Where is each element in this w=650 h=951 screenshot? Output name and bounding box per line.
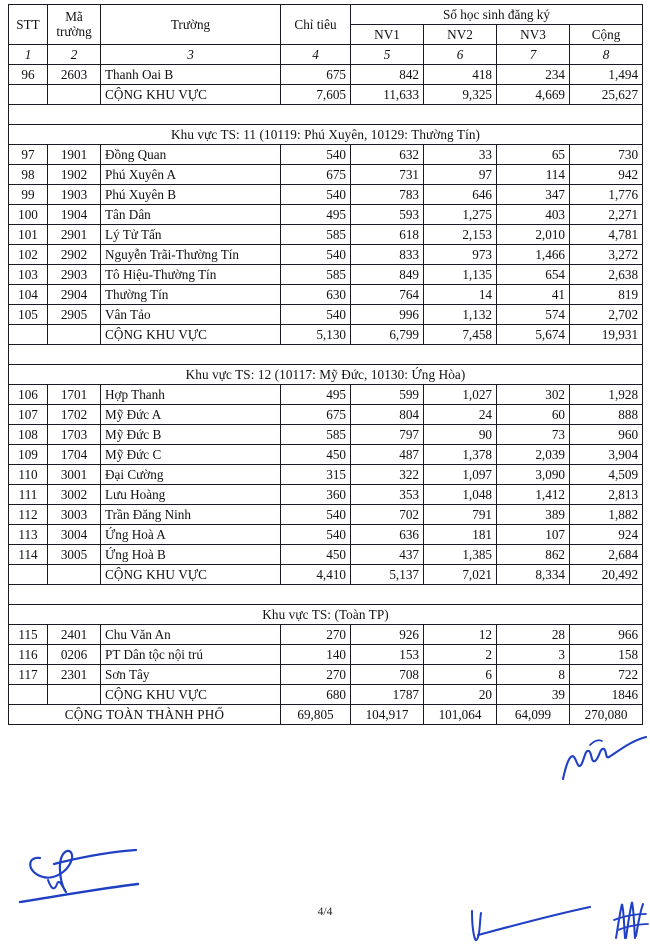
grand-total-chi-tieu: 69,805 bbox=[281, 705, 351, 725]
cell-ma-truong: 2902 bbox=[48, 245, 101, 265]
cell-nv2: 9,325 bbox=[424, 85, 497, 105]
cell-stt: 117 bbox=[9, 665, 48, 685]
cell-nv3: 389 bbox=[497, 505, 570, 525]
section-spacer-cell bbox=[9, 585, 643, 605]
cell-stt bbox=[9, 85, 48, 105]
table-row bbox=[9, 305, 643, 325]
cell-nv3: 302 bbox=[497, 385, 570, 405]
cell-truong: Trần Đăng Ninh bbox=[101, 505, 281, 525]
cell-stt: 97 bbox=[9, 145, 48, 165]
cell-stt: 107 bbox=[9, 405, 48, 425]
cell-cong: 158 bbox=[570, 645, 643, 665]
grand-total-label: CỘNG TOÀN THÀNH PHỐ bbox=[9, 705, 281, 725]
grand-total-nv2: 101,064 bbox=[424, 705, 497, 725]
section-band-row bbox=[9, 365, 643, 385]
cell-nv2: 1,378 bbox=[424, 445, 497, 465]
cell-nv1: 632 bbox=[351, 145, 424, 165]
cell-truong: Ứng Hoà B bbox=[101, 545, 281, 565]
cell-nv1: 731 bbox=[351, 165, 424, 185]
cell-truong: Lưu Hoàng bbox=[101, 485, 281, 505]
signature-top-right bbox=[560, 735, 648, 783]
cell-chi-tieu: 7,605 bbox=[281, 85, 351, 105]
table-row bbox=[9, 545, 643, 565]
colnum-6: 6 bbox=[424, 45, 497, 65]
cell-stt: 114 bbox=[9, 545, 48, 565]
cell-stt bbox=[9, 325, 48, 345]
cell-nv1: 593 bbox=[351, 205, 424, 225]
cell-cong: 888 bbox=[570, 405, 643, 425]
cell-ma-truong: 3005 bbox=[48, 545, 101, 565]
cell-cong: 730 bbox=[570, 145, 643, 165]
cell-ma-truong: 2901 bbox=[48, 225, 101, 245]
section-band-row bbox=[9, 605, 643, 625]
cell-chi-tieu: 585 bbox=[281, 265, 351, 285]
table-row bbox=[9, 65, 643, 85]
section-band-row bbox=[9, 125, 643, 145]
cell-nv1: 599 bbox=[351, 385, 424, 405]
cell-stt: 105 bbox=[9, 305, 48, 325]
cell-cong: 942 bbox=[570, 165, 643, 185]
cell-stt: 115 bbox=[9, 625, 48, 645]
section-spacer bbox=[9, 105, 643, 125]
cell-truong: Hợp Thanh bbox=[101, 385, 281, 405]
cell-nv1: 764 bbox=[351, 285, 424, 305]
cell-chi-tieu: 540 bbox=[281, 525, 351, 545]
cell-stt: 110 bbox=[9, 465, 48, 485]
cell-nv1: 797 bbox=[351, 425, 424, 445]
colnum-4: 4 bbox=[281, 45, 351, 65]
cell-truong: Chu Văn An bbox=[101, 625, 281, 645]
cell-nv3: 3 bbox=[497, 645, 570, 665]
header-cong: Cộng bbox=[570, 25, 643, 45]
cell-ma-truong: 2905 bbox=[48, 305, 101, 325]
table-row bbox=[9, 485, 643, 505]
cell-truong: Tô Hiệu-Thường Tín bbox=[101, 265, 281, 285]
cell-ma-truong: 1902 bbox=[48, 165, 101, 185]
cell-nv3: 2,010 bbox=[497, 225, 570, 245]
table-row bbox=[9, 145, 643, 165]
cell-nv3: 347 bbox=[497, 185, 570, 205]
cell-nv2: 12 bbox=[424, 625, 497, 645]
header-ma-truong: Mã trường bbox=[48, 5, 101, 45]
cell-cong: 25,627 bbox=[570, 85, 643, 105]
section-spacer-cell bbox=[9, 345, 643, 365]
cell-ma-truong: 0206 bbox=[48, 645, 101, 665]
cell-truong: Mỹ Đức B bbox=[101, 425, 281, 445]
cell-chi-tieu: 585 bbox=[281, 425, 351, 445]
header-row-main bbox=[9, 5, 643, 25]
page-number: 4/4 bbox=[317, 906, 333, 918]
cell-chi-tieu: 270 bbox=[281, 665, 351, 685]
cell-nv3: 39 bbox=[497, 685, 570, 705]
cell-nv3: 1,466 bbox=[497, 245, 570, 265]
colnum-5: 5 bbox=[351, 45, 424, 65]
cell-cong: 722 bbox=[570, 665, 643, 685]
cell-stt: 106 bbox=[9, 385, 48, 405]
cell-cong: 4,781 bbox=[570, 225, 643, 245]
cell-stt: 99 bbox=[9, 185, 48, 205]
cell-nv1: 842 bbox=[351, 65, 424, 85]
cell-nv1: 702 bbox=[351, 505, 424, 525]
cell-chi-tieu: 630 bbox=[281, 285, 351, 305]
table-row bbox=[9, 665, 643, 685]
cell-nv1: 833 bbox=[351, 245, 424, 265]
table-header bbox=[9, 5, 643, 65]
cell-cong: 924 bbox=[570, 525, 643, 545]
subtotal-row bbox=[9, 685, 643, 705]
cell-truong: Thường Tín bbox=[101, 285, 281, 305]
cell-cong: 960 bbox=[570, 425, 643, 445]
cell-stt: 112 bbox=[9, 505, 48, 525]
cell-nv2: 1,385 bbox=[424, 545, 497, 565]
cell-chi-tieu: 675 bbox=[281, 165, 351, 185]
grand-total-nv1: 104,917 bbox=[351, 705, 424, 725]
cell-ma-truong: 3001 bbox=[48, 465, 101, 485]
cell-chi-tieu: 540 bbox=[281, 305, 351, 325]
cell-ma-truong: 1903 bbox=[48, 185, 101, 205]
cell-nv1: 11,633 bbox=[351, 85, 424, 105]
cell-nv1: 804 bbox=[351, 405, 424, 425]
cell-nv1: 5,137 bbox=[351, 565, 424, 585]
cell-nv2: 24 bbox=[424, 405, 497, 425]
cell-nv3: 2,039 bbox=[497, 445, 570, 465]
cell-chi-tieu: 495 bbox=[281, 205, 351, 225]
cell-nv3: 234 bbox=[497, 65, 570, 85]
section-spacer bbox=[9, 585, 643, 605]
subtotal-label: CỘNG KHU VỰC bbox=[101, 685, 281, 705]
cell-nv1: 618 bbox=[351, 225, 424, 245]
section-band-label: Khu vực TS: 12 (10117: Mỹ Đức, 10130: Ứng Hòa) bbox=[9, 365, 643, 385]
cell-nv1: 437 bbox=[351, 545, 424, 565]
cell-cong: 1,494 bbox=[570, 65, 643, 85]
cell-ma-truong: 3002 bbox=[48, 485, 101, 505]
table-body bbox=[9, 65, 643, 725]
colnum-2: 2 bbox=[48, 45, 101, 65]
cell-stt bbox=[9, 565, 48, 585]
cell-chi-tieu: 315 bbox=[281, 465, 351, 485]
subtotal-row bbox=[9, 85, 643, 105]
cell-stt: 103 bbox=[9, 265, 48, 285]
cell-ma-truong: 1703 bbox=[48, 425, 101, 445]
cell-nv2: 1,132 bbox=[424, 305, 497, 325]
cell-ma-truong: 3003 bbox=[48, 505, 101, 525]
subtotal-label: CỘNG KHU VỰC bbox=[101, 325, 281, 345]
table-row bbox=[9, 185, 643, 205]
cell-ma-truong: 2301 bbox=[48, 665, 101, 685]
cell-nv2: 646 bbox=[424, 185, 497, 205]
cell-cong: 2,271 bbox=[570, 205, 643, 225]
cell-nv3: 1,412 bbox=[497, 485, 570, 505]
section-band-label: Khu vực TS: 11 (10119: Phú Xuyên, 10129: Thường Tín) bbox=[9, 125, 643, 145]
cell-chi-tieu: 540 bbox=[281, 505, 351, 525]
cell-truong: Nguyễn Trãi-Thường Tín bbox=[101, 245, 281, 265]
cell-nv3: 862 bbox=[497, 545, 570, 565]
grand-total-cong: 270,080 bbox=[570, 705, 643, 725]
cell-nv3: 574 bbox=[497, 305, 570, 325]
cell-chi-tieu: 140 bbox=[281, 645, 351, 665]
cell-cong: 819 bbox=[570, 285, 643, 305]
table-row bbox=[9, 445, 643, 465]
cell-truong: Vân Tảo bbox=[101, 305, 281, 325]
cell-truong: Ứng Hoà A bbox=[101, 525, 281, 545]
cell-truong: Thanh Oai B bbox=[101, 65, 281, 85]
table-row bbox=[9, 625, 643, 645]
cell-nv1: 783 bbox=[351, 185, 424, 205]
table-row bbox=[9, 205, 643, 225]
cell-chi-tieu: 360 bbox=[281, 485, 351, 505]
cell-ma-truong: 1901 bbox=[48, 145, 101, 165]
colnum-8: 8 bbox=[570, 45, 643, 65]
cell-nv3: 403 bbox=[497, 205, 570, 225]
cell-nv1: 353 bbox=[351, 485, 424, 505]
cell-nv1: 849 bbox=[351, 265, 424, 285]
cell-nv2: 14 bbox=[424, 285, 497, 305]
table-row bbox=[9, 165, 643, 185]
cell-nv2: 90 bbox=[424, 425, 497, 445]
cell-truong: Đại Cường bbox=[101, 465, 281, 485]
cell-nv2: 2,153 bbox=[424, 225, 497, 245]
subtotal-row bbox=[9, 565, 643, 585]
cell-truong: Mỹ Đức A bbox=[101, 405, 281, 425]
colnum-3: 3 bbox=[101, 45, 281, 65]
cell-nv2: 20 bbox=[424, 685, 497, 705]
header-nv3: NV3 bbox=[497, 25, 570, 45]
cell-stt bbox=[9, 685, 48, 705]
cell-nv2: 2 bbox=[424, 645, 497, 665]
cell-chi-tieu: 450 bbox=[281, 545, 351, 565]
cell-chi-tieu: 540 bbox=[281, 145, 351, 165]
cell-truong: Mỹ Đức C bbox=[101, 445, 281, 465]
cell-nv2: 6 bbox=[424, 665, 497, 685]
cell-cong: 1,882 bbox=[570, 505, 643, 525]
cell-truong: Phú Xuyên A bbox=[101, 165, 281, 185]
cell-nv3: 41 bbox=[497, 285, 570, 305]
cell-ma-truong: 3004 bbox=[48, 525, 101, 545]
cell-ma-truong: 2401 bbox=[48, 625, 101, 645]
cell-nv3: 3,090 bbox=[497, 465, 570, 485]
cell-nv2: 7,021 bbox=[424, 565, 497, 585]
cell-chi-tieu: 450 bbox=[281, 445, 351, 465]
cell-nv3: 107 bbox=[497, 525, 570, 545]
cell-nv1: 6,799 bbox=[351, 325, 424, 345]
cell-ma-truong: 1904 bbox=[48, 205, 101, 225]
cell-chi-tieu: 680 bbox=[281, 685, 351, 705]
cell-nv3: 4,669 bbox=[497, 85, 570, 105]
table-row bbox=[9, 525, 643, 545]
subtotal-row bbox=[9, 325, 643, 345]
cell-nv1: 926 bbox=[351, 625, 424, 645]
cell-nv3: 8 bbox=[497, 665, 570, 685]
cell-chi-tieu: 675 bbox=[281, 405, 351, 425]
column-number-row bbox=[9, 45, 643, 65]
cell-nv3: 8,334 bbox=[497, 565, 570, 585]
cell-truong: Lý Tử Tấn bbox=[101, 225, 281, 245]
cell-stt: 98 bbox=[9, 165, 48, 185]
cell-ma-truong: 1702 bbox=[48, 405, 101, 425]
cell-ma-truong: 1704 bbox=[48, 445, 101, 465]
cell-nv2: 1,048 bbox=[424, 485, 497, 505]
header-stt: STT bbox=[9, 5, 48, 45]
grand-total-row bbox=[9, 705, 643, 725]
table-row bbox=[9, 405, 643, 425]
grand-total-nv3: 64,099 bbox=[497, 705, 570, 725]
header-nv1: NV1 bbox=[351, 25, 424, 45]
cell-chi-tieu: 585 bbox=[281, 225, 351, 245]
cell-nv3: 73 bbox=[497, 425, 570, 445]
cell-chi-tieu: 5,130 bbox=[281, 325, 351, 345]
cell-nv3: 114 bbox=[497, 165, 570, 185]
colnum-1: 1 bbox=[9, 45, 48, 65]
colnum-7: 7 bbox=[497, 45, 570, 65]
section-spacer-cell bbox=[9, 105, 643, 125]
cell-stt: 109 bbox=[9, 445, 48, 465]
header-chi-tieu: Chỉ tiêu bbox=[281, 5, 351, 45]
section-spacer bbox=[9, 345, 643, 365]
cell-chi-tieu: 540 bbox=[281, 185, 351, 205]
cell-nv2: 97 bbox=[424, 165, 497, 185]
cell-truong: Sơn Tây bbox=[101, 665, 281, 685]
header-truong: Trường bbox=[101, 5, 281, 45]
cell-ma-truong bbox=[48, 325, 101, 345]
header-group-registrations: Số học sinh đăng ký bbox=[351, 5, 643, 25]
table-row bbox=[9, 285, 643, 305]
cell-cong: 1,776 bbox=[570, 185, 643, 205]
cell-cong: 966 bbox=[570, 625, 643, 645]
cell-nv2: 33 bbox=[424, 145, 497, 165]
table-row bbox=[9, 645, 643, 665]
signature-bottom-center bbox=[468, 905, 594, 945]
cell-cong: 2,702 bbox=[570, 305, 643, 325]
cell-stt: 100 bbox=[9, 205, 48, 225]
cell-chi-tieu: 270 bbox=[281, 625, 351, 645]
cell-cong: 2,638 bbox=[570, 265, 643, 285]
cell-nv3: 60 bbox=[497, 405, 570, 425]
subtotal-label: CỘNG KHU VỰC bbox=[101, 565, 281, 585]
cell-cong: 20,492 bbox=[570, 565, 643, 585]
cell-nv1: 1787 bbox=[351, 685, 424, 705]
cell-nv1: 636 bbox=[351, 525, 424, 545]
cell-nv1: 153 bbox=[351, 645, 424, 665]
cell-ma-truong: 2903 bbox=[48, 265, 101, 285]
cell-nv3: 28 bbox=[497, 625, 570, 645]
enrollment-table bbox=[8, 4, 643, 725]
header-nv2: NV2 bbox=[424, 25, 497, 45]
cell-truong: Tân Dân bbox=[101, 205, 281, 225]
cell-ma-truong: 1701 bbox=[48, 385, 101, 405]
cell-nv1: 487 bbox=[351, 445, 424, 465]
cell-ma-truong: 2603 bbox=[48, 65, 101, 85]
cell-ma-truong: 2904 bbox=[48, 285, 101, 305]
cell-stt: 102 bbox=[9, 245, 48, 265]
cell-chi-tieu: 4,410 bbox=[281, 565, 351, 585]
cell-ma-truong bbox=[48, 685, 101, 705]
signature-bottom-right bbox=[610, 898, 650, 944]
cell-nv1: 996 bbox=[351, 305, 424, 325]
cell-stt: 116 bbox=[9, 645, 48, 665]
cell-stt: 111 bbox=[9, 485, 48, 505]
subtotal-label: CỘNG KHU VỰC bbox=[101, 85, 281, 105]
cell-cong: 3,904 bbox=[570, 445, 643, 465]
cell-stt: 101 bbox=[9, 225, 48, 245]
cell-ma-truong bbox=[48, 85, 101, 105]
cell-stt: 113 bbox=[9, 525, 48, 545]
cell-cong: 4,509 bbox=[570, 465, 643, 485]
cell-cong: 1846 bbox=[570, 685, 643, 705]
cell-nv2: 418 bbox=[424, 65, 497, 85]
cell-stt: 96 bbox=[9, 65, 48, 85]
cell-cong: 2,684 bbox=[570, 545, 643, 565]
table-row bbox=[9, 505, 643, 525]
table-row bbox=[9, 265, 643, 285]
cell-nv2: 1,097 bbox=[424, 465, 497, 485]
cell-nv2: 181 bbox=[424, 525, 497, 545]
cell-nv1: 322 bbox=[351, 465, 424, 485]
cell-cong: 19,931 bbox=[570, 325, 643, 345]
table-row bbox=[9, 225, 643, 245]
cell-nv2: 973 bbox=[424, 245, 497, 265]
cell-ma-truong bbox=[48, 565, 101, 585]
cell-cong: 1,928 bbox=[570, 385, 643, 405]
cell-nv2: 1,135 bbox=[424, 265, 497, 285]
table-row bbox=[9, 385, 643, 405]
cell-truong: Phú Xuyên B bbox=[101, 185, 281, 205]
cell-stt: 108 bbox=[9, 425, 48, 445]
cell-nv2: 791 bbox=[424, 505, 497, 525]
cell-chi-tieu: 495 bbox=[281, 385, 351, 405]
cell-nv3: 65 bbox=[497, 145, 570, 165]
table-row bbox=[9, 245, 643, 265]
signature-bottom-left bbox=[18, 838, 148, 910]
table-row bbox=[9, 425, 643, 445]
cell-stt: 104 bbox=[9, 285, 48, 305]
cell-nv2: 7,458 bbox=[424, 325, 497, 345]
section-band-label: Khu vực TS: (Toàn TP) bbox=[9, 605, 643, 625]
cell-truong: Đồng Quan bbox=[101, 145, 281, 165]
cell-cong: 3,272 bbox=[570, 245, 643, 265]
cell-nv2: 1,027 bbox=[424, 385, 497, 405]
cell-nv1: 708 bbox=[351, 665, 424, 685]
cell-nv3: 654 bbox=[497, 265, 570, 285]
cell-cong: 2,813 bbox=[570, 485, 643, 505]
cell-chi-tieu: 540 bbox=[281, 245, 351, 265]
table-row bbox=[9, 465, 643, 485]
cell-nv2: 1,275 bbox=[424, 205, 497, 225]
cell-truong: PT Dân tộc nội trú bbox=[101, 645, 281, 665]
cell-nv3: 5,674 bbox=[497, 325, 570, 345]
cell-chi-tieu: 675 bbox=[281, 65, 351, 85]
